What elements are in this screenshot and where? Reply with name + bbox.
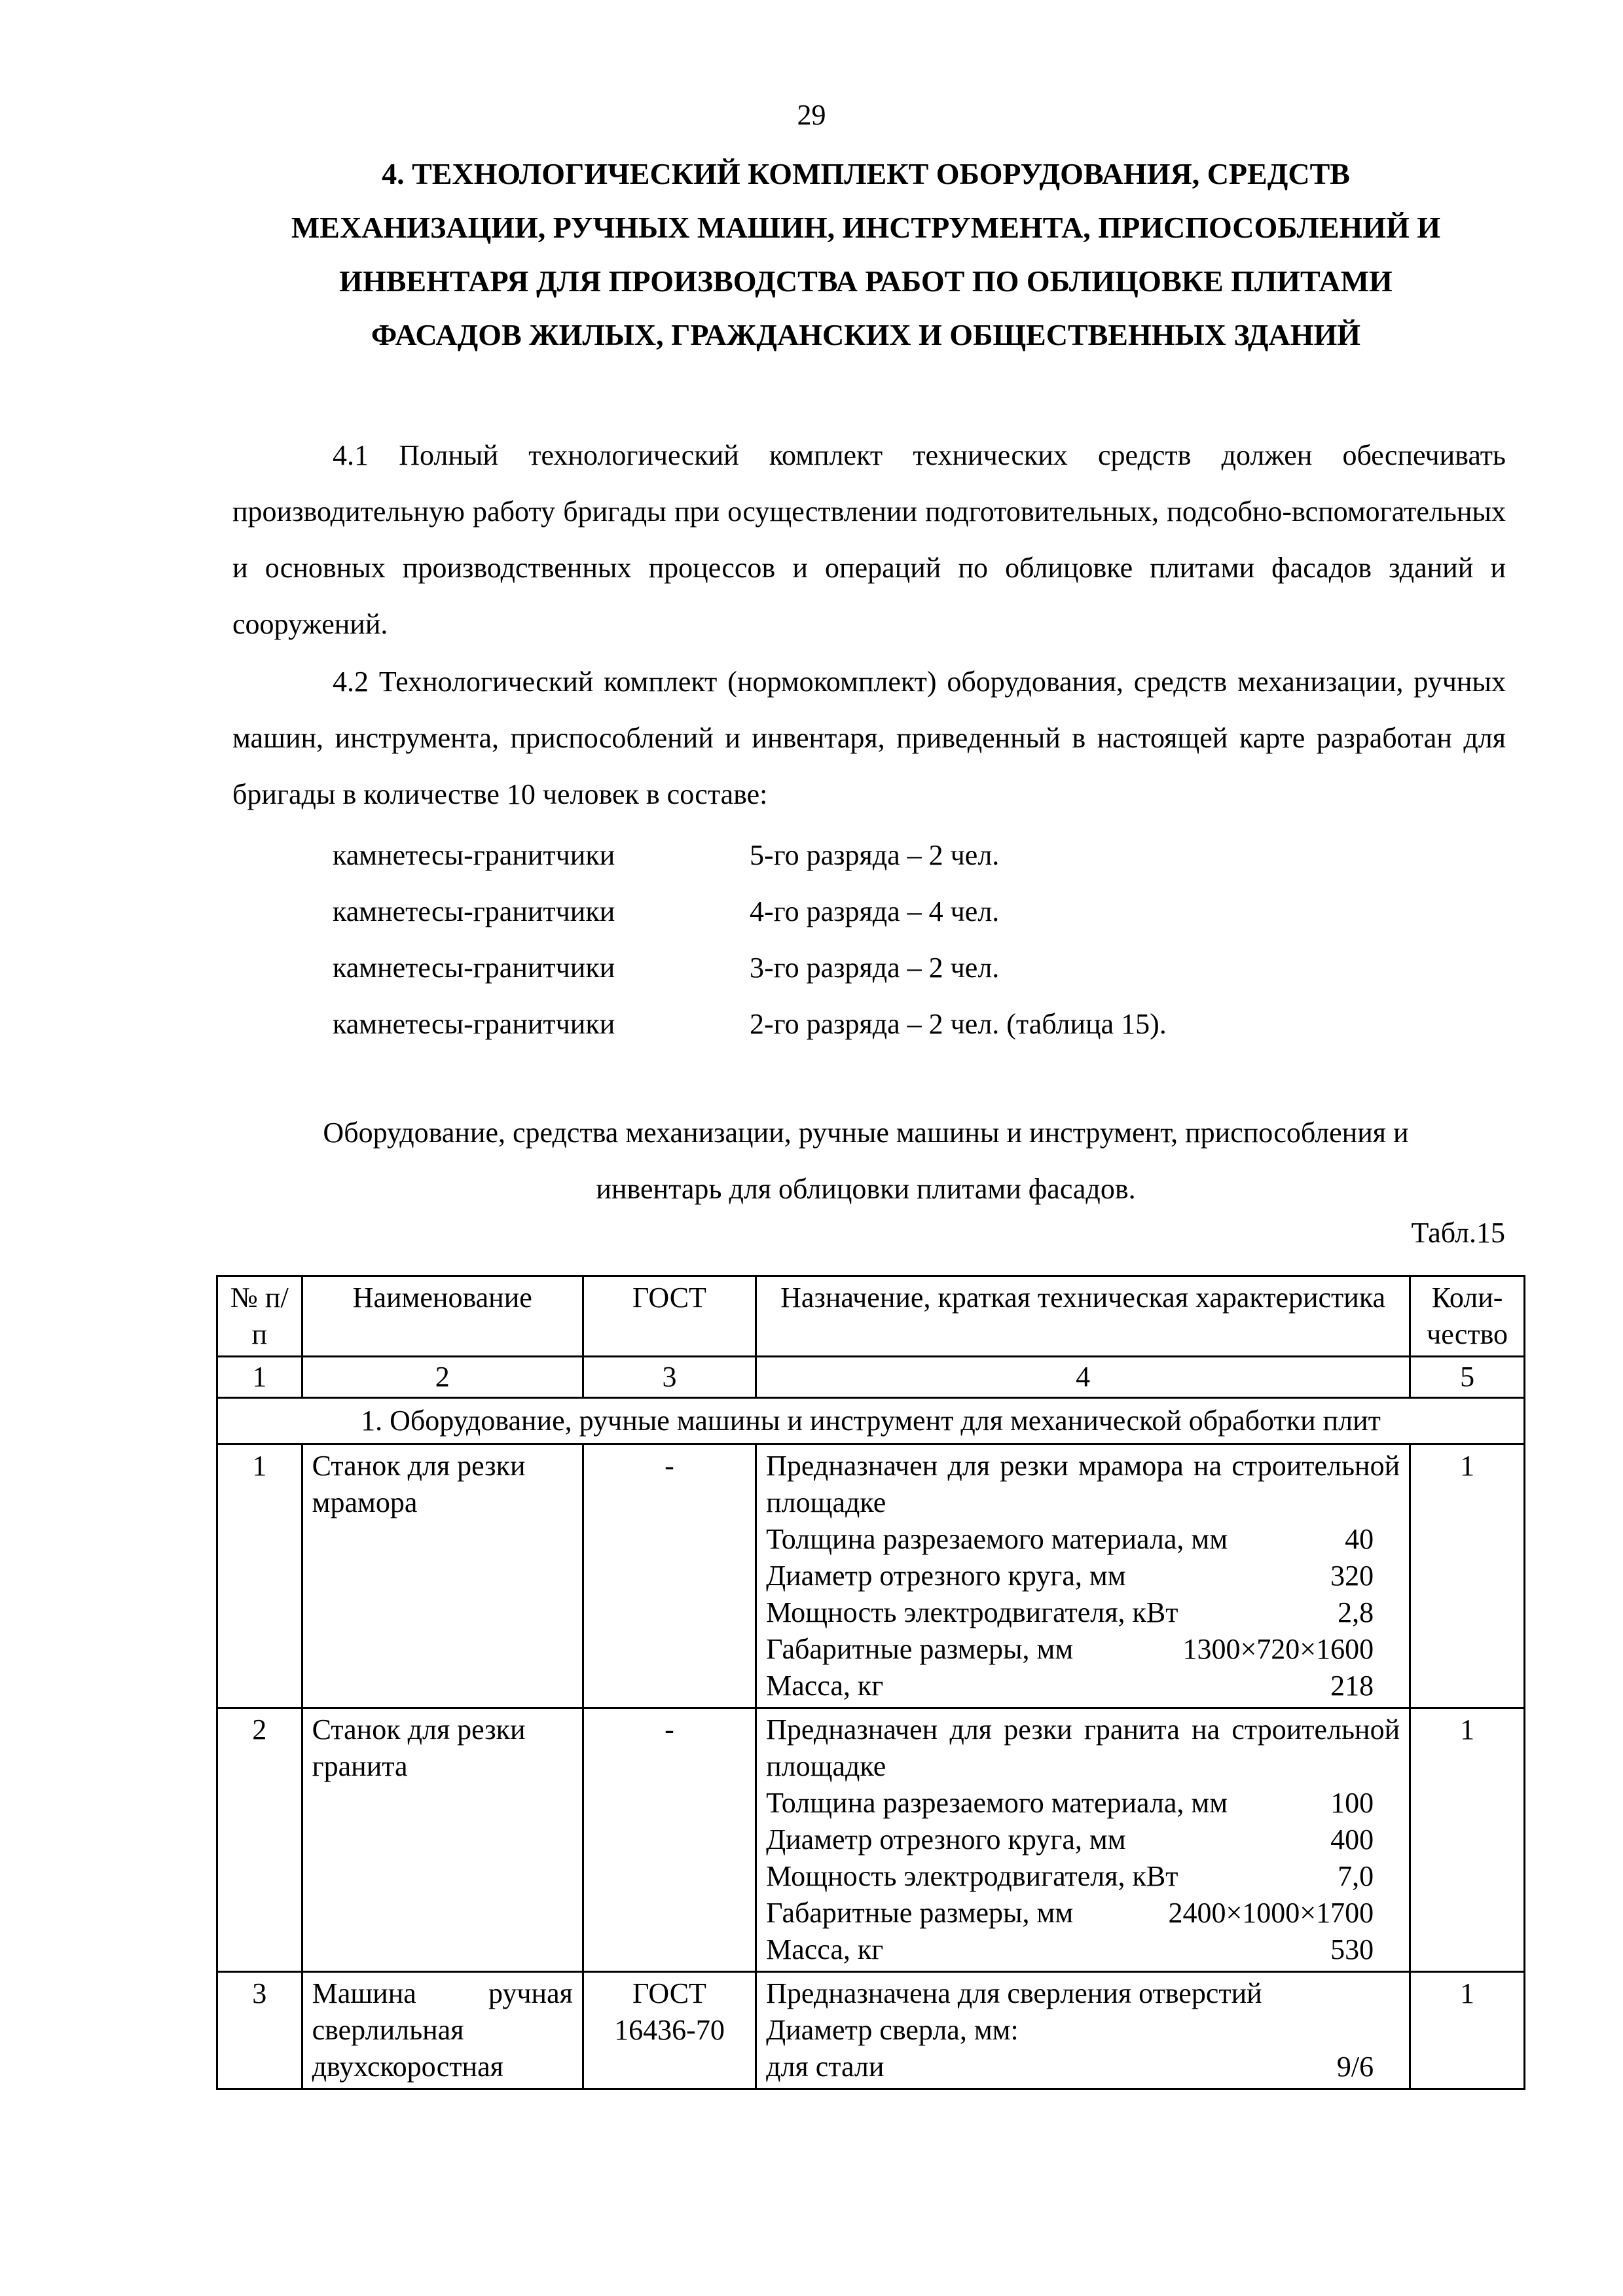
spec-value: 400 <box>1330 1823 1374 1856</box>
column-number: 1 <box>217 1357 302 1398</box>
spec-line <box>766 1785 1400 1821</box>
column-number-row <box>217 1357 1525 1398</box>
row-qty: 1 <box>1410 1972 1525 2089</box>
roster-grade: 4-го разряда – 4 чел. <box>750 895 1000 927</box>
heading-line: МЕХАНИЗАЦИИ, РУЧНЫХ МАШИН, ИНСТРУМЕНТА, ПРИСПОСОБЛЕНИЙ И <box>291 211 1441 244</box>
spec-line <box>766 1594 1400 1631</box>
row-purpose <box>756 1444 1410 1708</box>
spec-value: 320 <box>1330 1560 1374 1592</box>
spec-line <box>766 1631 1400 1668</box>
spec-label: Габаритные размеры, мм <box>766 1633 1074 1665</box>
spec-line <box>766 1668 1400 1704</box>
paragraph-text: 4.1 Полный технологический комплект технических средств должен обеспечивать производительную работу бригады при осуществлении подготовительных, подсобно-вспомогательных и основных производственных процессов и операций по облицовке плитами фасадов зданий и сооружений. <box>232 439 1506 640</box>
heading-line: ИНВЕНТАРЯ ДЛЯ ПРОИЗВОДСТВА РАБОТ ПО ОБЛИЦОВКЕ ПЛИТАМИ <box>339 264 1393 298</box>
header-qty: Коли-чество <box>1410 1276 1525 1357</box>
heading-line: 4. ТЕХНОЛОГИЧЕСКИЙ КОМПЛЕКТ ОБОРУДОВАНИЯ, СРЕДСТВ <box>382 157 1350 190</box>
paragraph-4-2 <box>232 654 1506 823</box>
column-number: 3 <box>583 1357 756 1398</box>
table-row <box>217 1972 1525 2089</box>
header-num: № п/п <box>217 1276 302 1357</box>
spec-value: 40 <box>1345 1523 1374 1555</box>
roster-row <box>333 827 1167 884</box>
row-num: 2 <box>217 1708 302 1972</box>
row-name: Станок для резки мрамора <box>302 1444 583 1708</box>
header-purpose: Назначение, краткая техническая характеристика <box>756 1276 1410 1357</box>
spec-value: 218 <box>1330 1670 1374 1702</box>
spec-free-text: Диаметр сверла, мм: <box>766 2014 1019 2046</box>
roster-row <box>333 940 1167 996</box>
header-name: Наименование <box>302 1276 583 1357</box>
spec-label: Диаметр отрезного круга, мм <box>766 1560 1126 1592</box>
column-number: 4 <box>756 1357 1410 1398</box>
roster-grade: 3-го разряда – 2 чел. <box>750 952 1000 984</box>
row-gost: ГОСТ 16436-70 <box>583 1972 756 2089</box>
section-heading <box>216 147 1516 362</box>
heading-line: ФАСАДОВ ЖИЛЫХ, ГРАЖДАНСКИХ И ОБЩЕСТВЕННЫХ ЗДАНИЙ <box>371 318 1361 351</box>
spec-line <box>766 2049 1400 2085</box>
row-num: 3 <box>217 1972 302 2089</box>
spec-label: Масса, кг <box>766 1933 884 1965</box>
spec-value: 2400×1000×1700 <box>1168 1897 1374 1929</box>
header-gost: ГОСТ <box>583 1276 756 1357</box>
equipment-table <box>216 1275 1525 2090</box>
spec-line <box>766 1931 1400 1968</box>
row-name: Станок для резки гранита <box>302 1708 583 1972</box>
paragraph-4-1 <box>232 427 1506 653</box>
roster-row <box>333 884 1167 940</box>
table-caption-line: инвентарь для облицовки плитами фасадов. <box>596 1173 1136 1205</box>
spec-label: Габаритные размеры, мм <box>766 1897 1074 1929</box>
roster-trade: камнетесы-гранитчики <box>333 952 615 984</box>
column-number: 5 <box>1410 1357 1525 1398</box>
spec-value: 7,0 <box>1338 1860 1374 1892</box>
row-purpose <box>756 1972 1410 2089</box>
paragraph-text: 4.2 Технологический комплект (нормокомплект) оборудования, средств механизации, ручных машин, инструмента, приспособлений и инвентаря, приведенный в настоящей карте разработан для бригады в количестве 10 человек в составе: <box>232 666 1506 810</box>
purpose-text: Предназначен для резки гранита на строительной площадке <box>766 1713 1400 1782</box>
table-caption <box>216 1105 1516 1217</box>
spec-line <box>766 1821 1400 1858</box>
table-row <box>217 1708 1525 1972</box>
spec-line <box>766 1858 1400 1895</box>
spec-line <box>766 1558 1400 1594</box>
spec-label: Толщина разрезаемого материала, мм <box>766 1787 1228 1819</box>
purpose-text: Предназначена для сверления отверстий <box>766 1977 1262 2009</box>
table-label: Табл.15 <box>1411 1217 1505 1249</box>
spec-label: Диаметр отрезного круга, мм <box>766 1823 1126 1856</box>
roster-trade: камнетесы-гранитчики <box>333 895 615 927</box>
table-header-row <box>217 1276 1525 1357</box>
row-gost: - <box>583 1444 756 1708</box>
spec-label: Масса, кг <box>766 1670 884 1702</box>
row-purpose <box>756 1708 1410 1972</box>
table-section-row <box>217 1398 1525 1444</box>
spec-label: Толщина разрезаемого материала, мм <box>766 1523 1228 1555</box>
roster-grade: 5-го разряда – 2 чел. <box>750 839 1000 871</box>
table-row <box>217 1444 1525 1708</box>
row-qty: 1 <box>1410 1708 1525 1972</box>
row-num: 1 <box>217 1444 302 1708</box>
spec-value: 1300×720×1600 <box>1182 1633 1374 1665</box>
spec-line <box>766 1895 1400 1931</box>
spec-line <box>766 1521 1400 1558</box>
row-name: Машина ручная сверлильная двухскоростная <box>302 1972 583 2089</box>
row-gost: - <box>583 1708 756 1972</box>
roster-row <box>333 996 1167 1052</box>
spec-label: для стали <box>766 2051 884 2083</box>
column-number: 2 <box>302 1357 583 1398</box>
purpose-text: Предназначен для резки мрамора на строительной площадке <box>766 1450 1400 1518</box>
table-caption-line: Оборудование, средства механизации, ручные машины и инструмент, приспособления и <box>323 1117 1409 1149</box>
roster-trade: камнетесы-гранитчики <box>333 839 615 871</box>
crew-roster <box>333 827 1167 1052</box>
spec-value: 530 <box>1330 1933 1374 1965</box>
roster-grade: 2-го разряда – 2 чел. (таблица 15). <box>750 1008 1167 1040</box>
section-title: 1. Оборудование, ручные машины и инструмент для механической обработки плит <box>217 1398 1525 1444</box>
spec-value: 2,8 <box>1338 1596 1374 1628</box>
spec-label: Мощность электродвигателя, кВт <box>766 1860 1178 1892</box>
spec-label: Мощность электродвигателя, кВт <box>766 1596 1178 1628</box>
page-number: 29 <box>797 99 826 131</box>
roster-trade: камнетесы-гранитчики <box>333 1008 615 1040</box>
row-qty: 1 <box>1410 1444 1525 1708</box>
spec-value: 9/6 <box>1336 2051 1374 2083</box>
spec-value: 100 <box>1330 1787 1374 1819</box>
